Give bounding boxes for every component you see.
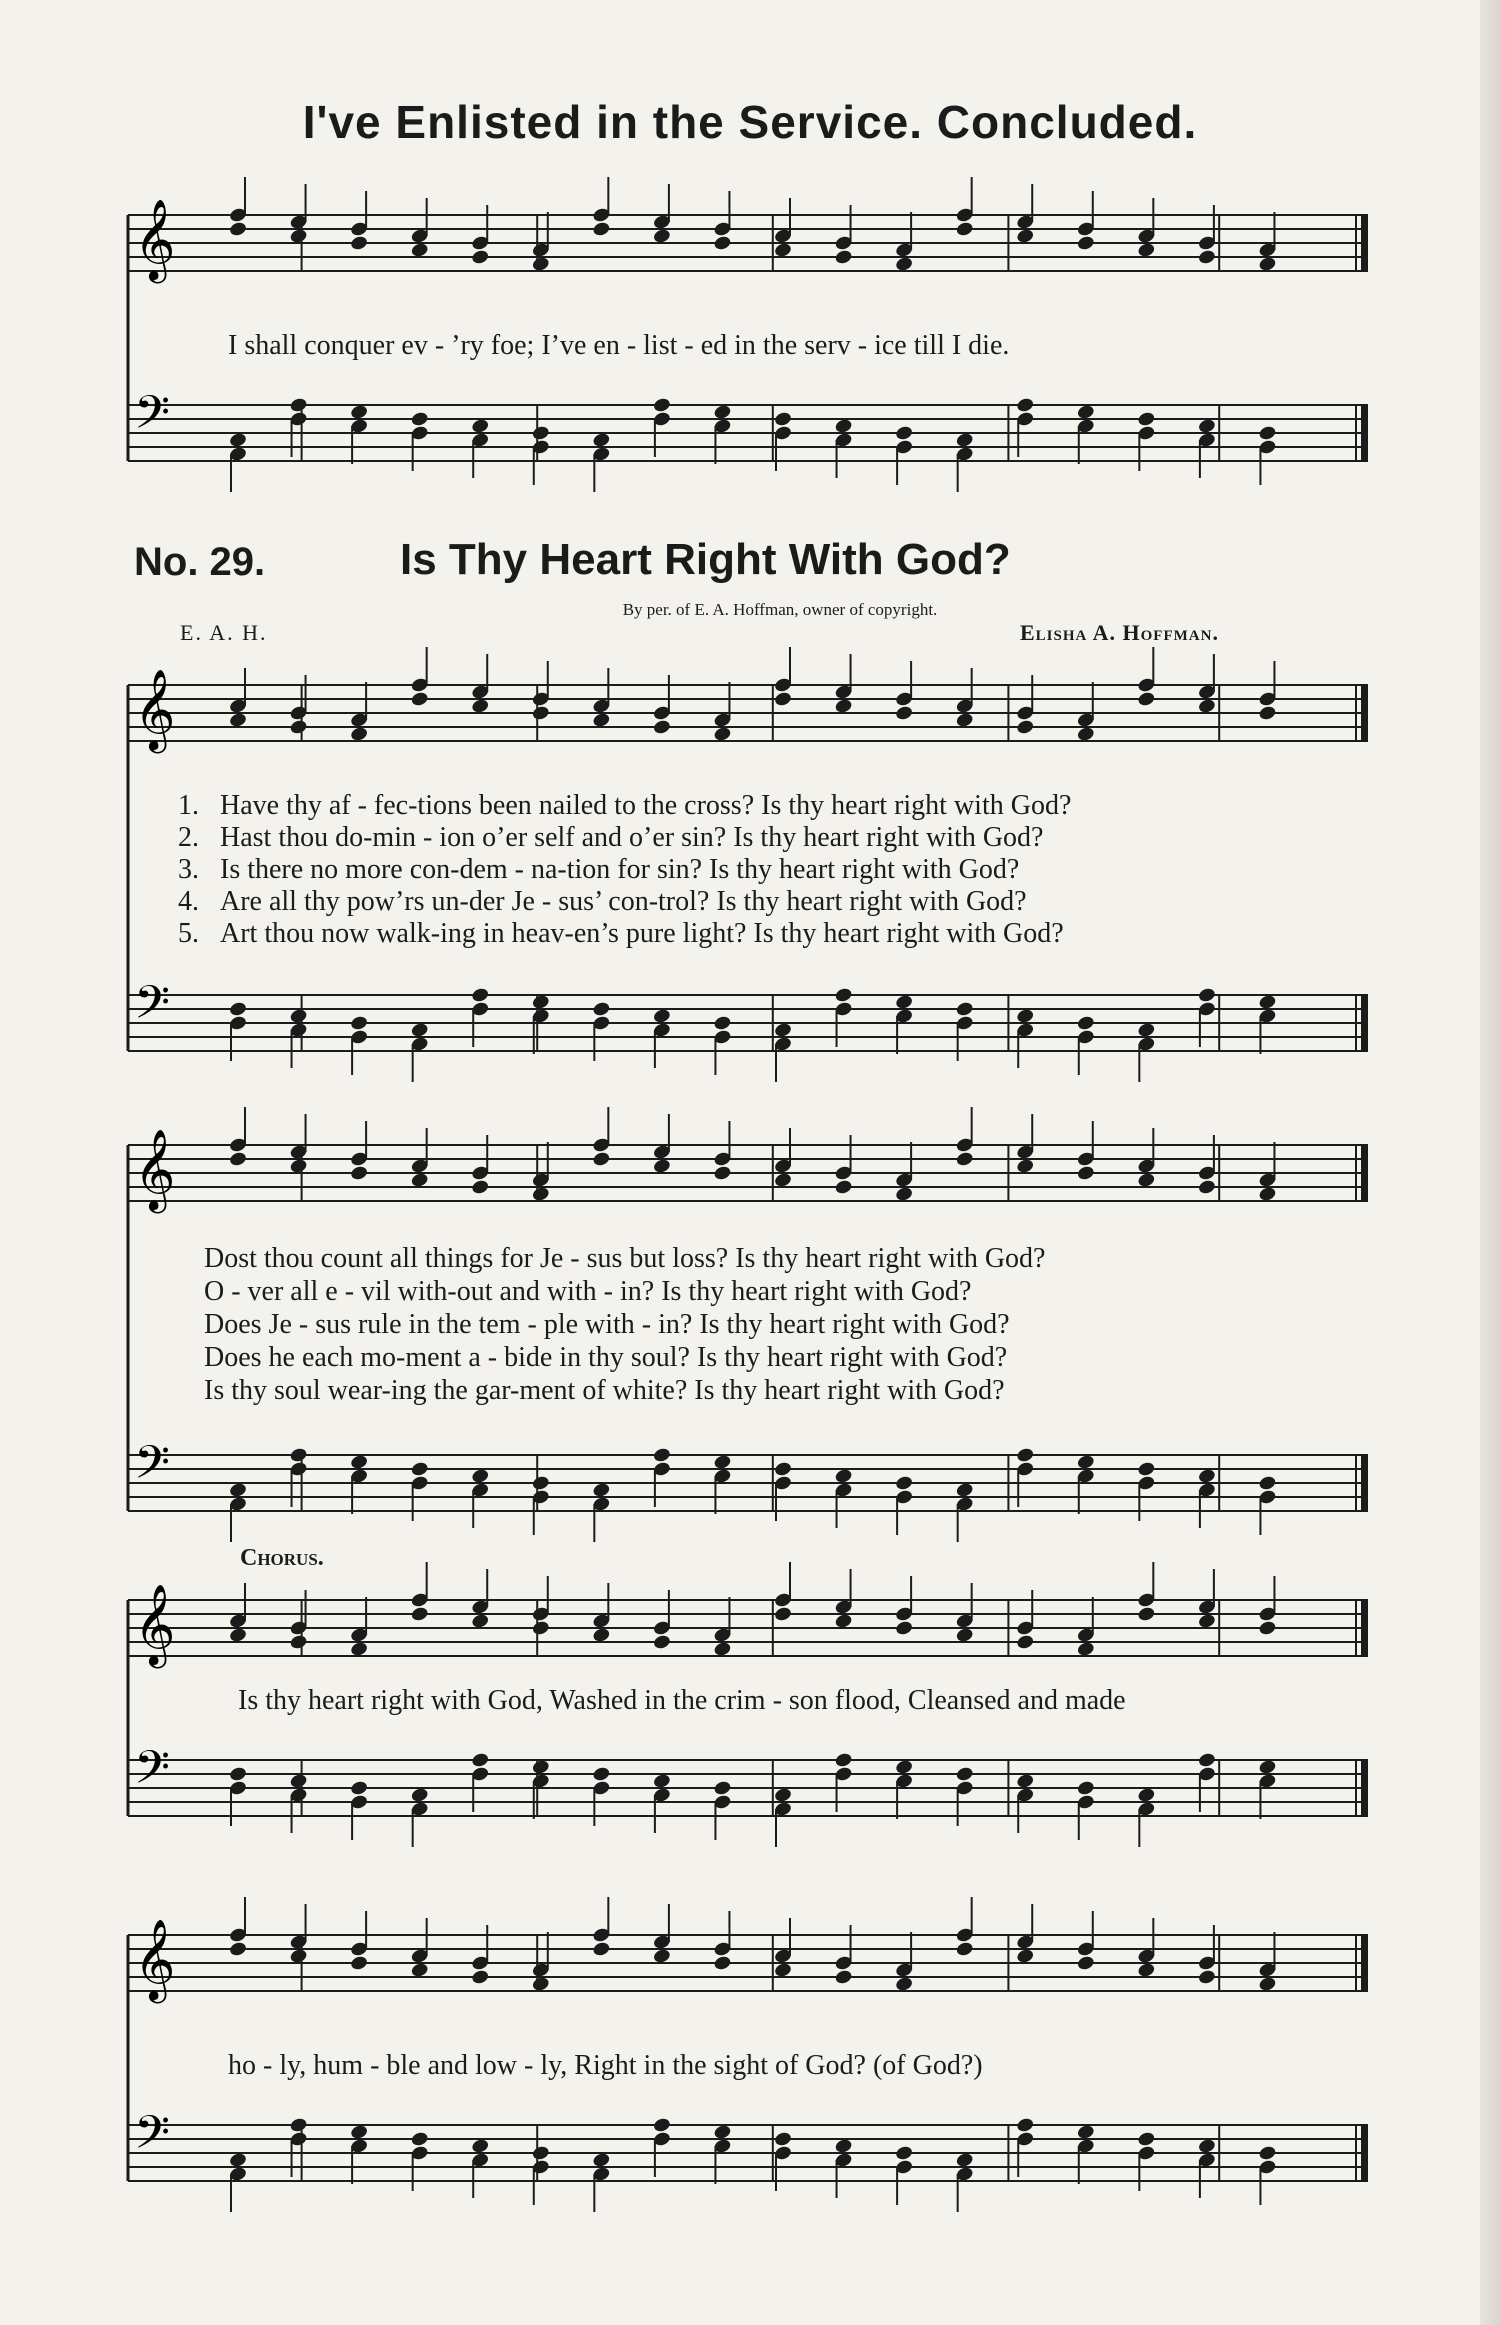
final-barline bbox=[1361, 405, 1368, 461]
note-head bbox=[1016, 1447, 1035, 1464]
copyright-notice: By per. of E. A. Hoffman, owner of copyright. bbox=[622, 600, 938, 619]
note-head bbox=[1197, 987, 1216, 1004]
note-head bbox=[713, 1015, 732, 1032]
note-head bbox=[471, 1969, 490, 1986]
note-head bbox=[652, 719, 671, 736]
note-head bbox=[471, 418, 490, 435]
note-head bbox=[713, 1641, 732, 1658]
note-head bbox=[1076, 1641, 1095, 1658]
note-head bbox=[773, 1606, 792, 1623]
music-credit: Elisha A. Hoffman. bbox=[1020, 620, 1219, 645]
note-head bbox=[895, 1620, 914, 1637]
words-credit: E. A. H. bbox=[180, 620, 268, 645]
note-head bbox=[410, 411, 429, 428]
note-head bbox=[1016, 1634, 1035, 1651]
note-head bbox=[1016, 1773, 1035, 1790]
final-barline bbox=[1361, 1455, 1368, 1511]
note-head bbox=[955, 1627, 974, 1644]
note-head bbox=[471, 987, 490, 1004]
note-head bbox=[773, 1461, 792, 1478]
note-head bbox=[1016, 1008, 1035, 1025]
note-head bbox=[1076, 1454, 1095, 1471]
bass-staff bbox=[128, 1436, 1368, 1542]
verse-line-5: 5. Art thou now walk-ing in heav-en’s pure light? Is thy heart right with God? bbox=[178, 918, 1064, 949]
note-head bbox=[713, 235, 732, 252]
note-head bbox=[652, 1158, 671, 1175]
note-head bbox=[1137, 411, 1156, 428]
note-head bbox=[895, 1475, 914, 1492]
note-head bbox=[471, 1468, 490, 1485]
verse-line-4: 4. Are all thy pow’rs un-der Je - sus’ con-trol? Is thy heart right with God? bbox=[178, 886, 1027, 917]
note-head bbox=[1016, 1948, 1035, 1965]
hymn-title: Is Thy Heart Right With God? bbox=[400, 535, 1011, 584]
note-head bbox=[834, 2138, 853, 2155]
note-head bbox=[955, 432, 974, 449]
note-head bbox=[1076, 1955, 1095, 1972]
note-head bbox=[350, 1641, 369, 1658]
note-head bbox=[773, 242, 792, 259]
note-head bbox=[228, 712, 247, 729]
note-head bbox=[652, 2117, 671, 2134]
note-head bbox=[592, 221, 611, 238]
treble-staff bbox=[128, 647, 1368, 753]
note-head bbox=[531, 1475, 550, 1492]
note-head bbox=[471, 1613, 490, 1630]
note-head bbox=[652, 228, 671, 245]
note-head bbox=[834, 987, 853, 1004]
note-head bbox=[1258, 1186, 1277, 1203]
note-head bbox=[289, 1158, 308, 1175]
verse-line-2: 2. Hast thou do-min - ion o’er self and o’er sin? Is thy heart right with God? bbox=[178, 822, 1044, 853]
note-head bbox=[773, 1022, 792, 1039]
note-head bbox=[531, 1759, 550, 1776]
note-head bbox=[955, 2152, 974, 2169]
note-head bbox=[471, 2138, 490, 2155]
note-head bbox=[471, 698, 490, 715]
note-head bbox=[1016, 228, 1035, 245]
note-head bbox=[1258, 1620, 1277, 1637]
note-head bbox=[531, 425, 550, 442]
note-head bbox=[531, 256, 550, 273]
note-head bbox=[410, 242, 429, 259]
final-barline bbox=[1361, 2125, 1368, 2181]
verse-line-7: O - ver all e - vil with-out and with - in? Is thy heart right with God? bbox=[204, 1276, 972, 1307]
note-head bbox=[289, 2117, 308, 2134]
note-head bbox=[652, 1773, 671, 1790]
note-head bbox=[1258, 256, 1277, 273]
note-head bbox=[1137, 1962, 1156, 1979]
note-head bbox=[713, 404, 732, 421]
note-head bbox=[1258, 1475, 1277, 1492]
verse-line-10: Is thy soul wear-ing the gar-ment of white? Is thy heart right with God? bbox=[204, 1375, 1005, 1406]
lyric-line: I shall conquer ev - ’ry foe; I’ve en - list - ed in the serv - ice till I die. bbox=[228, 330, 1010, 361]
note-head bbox=[713, 1454, 732, 1471]
treble-staff bbox=[128, 1107, 1368, 1213]
note-head bbox=[1016, 719, 1035, 736]
note-head bbox=[955, 1941, 974, 1958]
music-system-4 bbox=[128, 1580, 1368, 1880]
final-barline bbox=[1361, 685, 1368, 741]
note-head bbox=[1076, 235, 1095, 252]
final-barline bbox=[1361, 1935, 1368, 1991]
note-head bbox=[773, 1172, 792, 1189]
note-head bbox=[410, 1172, 429, 1189]
note-head bbox=[1137, 2131, 1156, 2148]
note-head bbox=[410, 2131, 429, 2148]
note-head bbox=[350, 404, 369, 421]
final-barline bbox=[1361, 1600, 1368, 1656]
note-head bbox=[713, 726, 732, 743]
verse-line-6: Dost thou count all things for Je - sus but loss? Is thy heart right with God? bbox=[204, 1243, 1046, 1274]
note-head bbox=[1076, 1165, 1095, 1182]
note-head bbox=[531, 1186, 550, 1203]
note-head bbox=[713, 1955, 732, 1972]
note-head bbox=[410, 1787, 429, 1804]
bass-clef-icon: 𝄢 bbox=[134, 386, 171, 451]
note-head bbox=[773, 1962, 792, 1979]
note-head bbox=[895, 1186, 914, 1203]
note-head bbox=[350, 1454, 369, 1471]
note-head bbox=[955, 1766, 974, 1783]
music-system-2 bbox=[128, 665, 1368, 1095]
final-barline bbox=[1361, 1760, 1368, 1816]
treble-clef-icon: 𝄞 bbox=[134, 1918, 176, 2000]
bass-staff bbox=[128, 2106, 1368, 2212]
note-head bbox=[289, 397, 308, 414]
note-head bbox=[531, 1620, 550, 1637]
note-head bbox=[289, 1948, 308, 1965]
note-head bbox=[592, 1151, 611, 1168]
note-head bbox=[955, 1001, 974, 1018]
note-head bbox=[895, 425, 914, 442]
note-head bbox=[592, 712, 611, 729]
treble-clef-icon: 𝄞 bbox=[134, 1128, 176, 1210]
note-head bbox=[592, 1482, 611, 1499]
note-head bbox=[471, 1752, 490, 1769]
note-head bbox=[895, 705, 914, 722]
hymn-number: No. 29. bbox=[134, 540, 266, 584]
note-head bbox=[350, 1780, 369, 1797]
note-head bbox=[1137, 691, 1156, 708]
note-head bbox=[289, 1634, 308, 1651]
note-head bbox=[1137, 242, 1156, 259]
treble-clef-icon: 𝄞 bbox=[134, 668, 176, 750]
final-barline bbox=[1361, 995, 1368, 1051]
note-head bbox=[228, 1627, 247, 1644]
note-head bbox=[895, 994, 914, 1011]
note-head bbox=[834, 1468, 853, 1485]
treble-staff bbox=[128, 177, 1368, 283]
note-head bbox=[228, 1766, 247, 1783]
note-head bbox=[1258, 2145, 1277, 2162]
note-head bbox=[1197, 1969, 1216, 1986]
note-head bbox=[1258, 1759, 1277, 1776]
bass-staff bbox=[128, 386, 1368, 492]
note-head bbox=[228, 1151, 247, 1168]
note-head bbox=[228, 1482, 247, 1499]
bass-clef-icon: 𝄢 bbox=[134, 976, 171, 1041]
note-head bbox=[773, 2131, 792, 2148]
note-head bbox=[834, 1179, 853, 1196]
note-head bbox=[713, 2124, 732, 2141]
note-head bbox=[410, 1461, 429, 1478]
note-head bbox=[1076, 404, 1095, 421]
note-head bbox=[1197, 698, 1216, 715]
chorus-lyric-line-1: Is thy heart right with God, Washed in the crim - son flood, Cleansed and made bbox=[238, 1685, 1126, 1716]
note-head bbox=[1197, 1179, 1216, 1196]
note-head bbox=[834, 698, 853, 715]
note-head bbox=[652, 1948, 671, 1965]
note-head bbox=[350, 1015, 369, 1032]
note-head bbox=[1197, 2138, 1216, 2155]
note-head bbox=[713, 1780, 732, 1797]
note-head bbox=[1137, 1606, 1156, 1623]
note-head bbox=[773, 411, 792, 428]
note-head bbox=[410, 1022, 429, 1039]
final-barline bbox=[1361, 1145, 1368, 1201]
note-head bbox=[773, 1787, 792, 1804]
note-head bbox=[531, 705, 550, 722]
note-head bbox=[1076, 1780, 1095, 1797]
verse-line-1: 1. Have thy af - fec-tions been nailed to the cross? Is thy heart right with God? bbox=[178, 790, 1072, 821]
note-head bbox=[652, 1008, 671, 1025]
note-head bbox=[228, 2152, 247, 2169]
note-head bbox=[350, 726, 369, 743]
note-head bbox=[1197, 1613, 1216, 1630]
grand-staff bbox=[128, 1580, 1368, 1880]
note-head bbox=[652, 397, 671, 414]
note-head bbox=[592, 1766, 611, 1783]
bass-staff bbox=[128, 976, 1368, 1082]
note-head bbox=[350, 1955, 369, 1972]
note-head bbox=[1258, 1976, 1277, 1993]
note-head bbox=[1197, 418, 1216, 435]
note-head bbox=[834, 418, 853, 435]
note-head bbox=[1016, 1158, 1035, 1175]
note-head bbox=[592, 2152, 611, 2169]
note-head bbox=[531, 2145, 550, 2162]
note-head bbox=[895, 1976, 914, 1993]
note-head bbox=[228, 221, 247, 238]
note-head bbox=[1137, 1022, 1156, 1039]
note-head bbox=[652, 1634, 671, 1651]
note-head bbox=[652, 1447, 671, 1464]
note-head bbox=[410, 1606, 429, 1623]
note-head bbox=[955, 221, 974, 238]
music-system-1 bbox=[128, 195, 1368, 525]
bass-clef-icon: 𝄢 bbox=[134, 1436, 171, 1501]
note-head bbox=[1076, 1015, 1095, 1032]
previous-hymn-title: I've Enlisted in the Service. Concluded. bbox=[302, 96, 1198, 148]
treble-clef-icon: 𝄞 bbox=[134, 1583, 176, 1665]
note-head bbox=[471, 249, 490, 266]
bass-staff bbox=[128, 1741, 1368, 1847]
note-head bbox=[289, 1773, 308, 1790]
note-head bbox=[895, 1759, 914, 1776]
note-head bbox=[410, 691, 429, 708]
treble-staff bbox=[128, 1562, 1368, 1668]
note-head bbox=[1137, 1172, 1156, 1189]
note-head bbox=[531, 1976, 550, 1993]
verse-line-8: Does Je - sus rule in the tem - ple with - in? Is thy heart right with God? bbox=[204, 1309, 1010, 1340]
note-head bbox=[592, 1001, 611, 1018]
note-head bbox=[592, 432, 611, 449]
note-head bbox=[834, 1969, 853, 1986]
note-head bbox=[895, 256, 914, 273]
note-head bbox=[289, 1447, 308, 1464]
music-system-3 bbox=[128, 1125, 1368, 1545]
note-head bbox=[410, 1962, 429, 1979]
note-head bbox=[228, 1001, 247, 1018]
note-head bbox=[895, 2145, 914, 2162]
note-head bbox=[773, 691, 792, 708]
note-head bbox=[1197, 249, 1216, 266]
verse-line-9: Does he each mo-ment a - bide in thy soul? Is thy heart right with God? bbox=[204, 1342, 1008, 1373]
note-head bbox=[350, 1165, 369, 1182]
note-head bbox=[592, 1627, 611, 1644]
note-head bbox=[1197, 1752, 1216, 1769]
note-head bbox=[1197, 1468, 1216, 1485]
note-head bbox=[1258, 994, 1277, 1011]
bass-clef-icon: 𝄢 bbox=[134, 1741, 171, 1806]
treble-clef-icon: 𝄞 bbox=[134, 198, 176, 280]
note-head bbox=[350, 235, 369, 252]
note-head bbox=[592, 1941, 611, 1958]
page-edge bbox=[1480, 0, 1500, 2325]
note-head bbox=[1076, 2124, 1095, 2141]
chorus-lyric-line-2: ho - ly, hum - ble and low - ly, Right in the sight of God? (of God?) bbox=[228, 2050, 983, 2081]
note-head bbox=[471, 1179, 490, 1196]
note-head bbox=[713, 1165, 732, 1182]
note-head bbox=[228, 1941, 247, 1958]
music-system-5 bbox=[128, 1915, 1368, 2245]
note-head bbox=[289, 1008, 308, 1025]
note-head bbox=[1258, 705, 1277, 722]
note-head bbox=[955, 712, 974, 729]
bass-clef-icon: 𝄢 bbox=[134, 2106, 171, 2171]
note-head bbox=[834, 1752, 853, 1769]
treble-staff bbox=[128, 1897, 1368, 2003]
note-head bbox=[1016, 397, 1035, 414]
note-head bbox=[834, 1613, 853, 1630]
verse-line-3: 3. Is there no more con-dem - na-tion for sin? Is thy heart right with God? bbox=[178, 854, 1020, 885]
final-barline bbox=[1361, 215, 1368, 271]
chorus-label: Chorus. bbox=[240, 1545, 324, 1571]
note-head bbox=[228, 432, 247, 449]
note-head bbox=[531, 994, 550, 1011]
note-head bbox=[955, 1151, 974, 1168]
note-head bbox=[1076, 726, 1095, 743]
note-head bbox=[955, 1482, 974, 1499]
note-head bbox=[1137, 1461, 1156, 1478]
note-head bbox=[1137, 1787, 1156, 1804]
note-head bbox=[289, 228, 308, 245]
note-head bbox=[834, 249, 853, 266]
note-head bbox=[350, 2124, 369, 2141]
note-head bbox=[1016, 2117, 1035, 2134]
note-head bbox=[1258, 425, 1277, 442]
note-head bbox=[289, 719, 308, 736]
